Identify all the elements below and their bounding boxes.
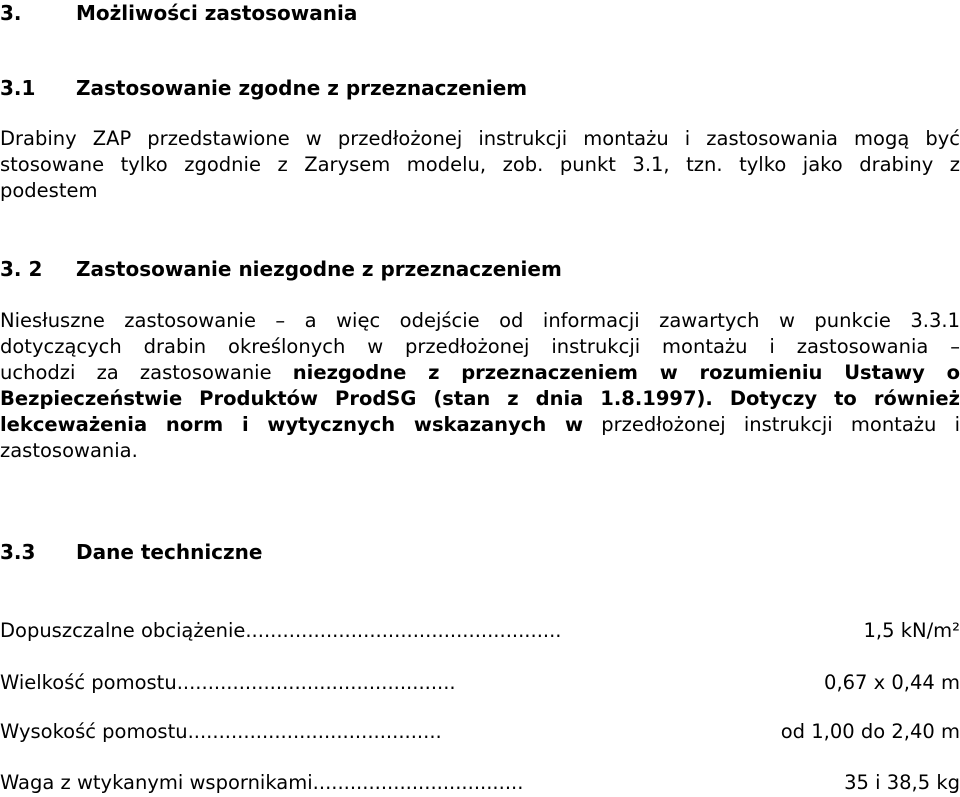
spec-value: 35 i 38,5 kg — [844, 771, 960, 794]
section-title: Zastosowanie niezgodne z przeznaczeniem — [76, 257, 562, 281]
spec-row-load — [0, 618, 960, 644]
paragraph-line: dotyczących drabin określonych w przedłożonej instrukcji montażu i zastosowania – — [0, 335, 960, 358]
spec-value: 1,5 kN/m² — [863, 619, 960, 642]
paragraph-line — [0, 386, 960, 412]
bold-text: Bezpieczeństwie Produktów ProdSG (stan z dnia 1.8.1997). Dotyczy to również — [0, 387, 960, 410]
spec-leader: ................................................... — [245, 619, 562, 642]
section-number: 3.3 — [0, 540, 36, 564]
section-title: Zastosowanie zgodne z przeznaczeniem — [76, 76, 528, 100]
spec-label: Wysokość pomostu — [0, 720, 188, 743]
section-number: 3.1 — [0, 76, 36, 100]
section-title: Dane techniczne — [76, 540, 263, 564]
section-number: 3. — [0, 1, 22, 25]
spec-value: od 1,00 do 2,40 m — [780, 720, 960, 743]
paragraph-line: podestem — [0, 179, 98, 202]
bold-text: lekceważenia norm i wytycznych wskazanych w — [0, 413, 584, 436]
spec-label: Dopuszczalne obciążenie — [0, 619, 246, 642]
plain-text: uchodzi za zastosowanie — [0, 361, 272, 384]
spec-row-platform-size — [0, 670, 960, 696]
spec-value: 0,67 x 0,44 m — [824, 671, 960, 694]
paragraph-line: Niesłuszne zastosowanie – a więc odejście od informacji zawartych w punkcie 3.3.1 — [0, 309, 960, 332]
spec-label: Waga z wtykanymi wspornikami — [0, 771, 313, 794]
paragraph-line — [0, 412, 960, 438]
plain-text: przedłożonej instrukcji montażu i — [601, 413, 960, 436]
spec-row-platform-height — [0, 719, 960, 745]
spec-leader: .................................. — [312, 771, 524, 794]
spec-label: Wielkość pomostu — [0, 671, 177, 694]
paragraph-line — [0, 360, 960, 386]
spec-leader: ......................................... — [187, 720, 442, 743]
paragraph-line: Drabiny ZAP przedstawione w przedłożonej instrukcji montażu i zastosowania mogą być — [0, 127, 960, 150]
spec-row-weight — [0, 770, 960, 796]
paragraph-line: zastosowania. — [0, 439, 138, 462]
bold-text: niezgodne z przeznaczeniem w rozumieniu Ustawy o — [292, 361, 960, 384]
section-title: Możliwości zastosowania — [76, 1, 358, 25]
spec-leader: ............................................. — [176, 671, 456, 694]
paragraph-line: stosowane tylko zgodnie z Zarysem modelu, zob. punkt 3.1, tzn. tylko jako drabiny z — [0, 153, 960, 176]
section-number: 3. 2 — [0, 257, 43, 281]
